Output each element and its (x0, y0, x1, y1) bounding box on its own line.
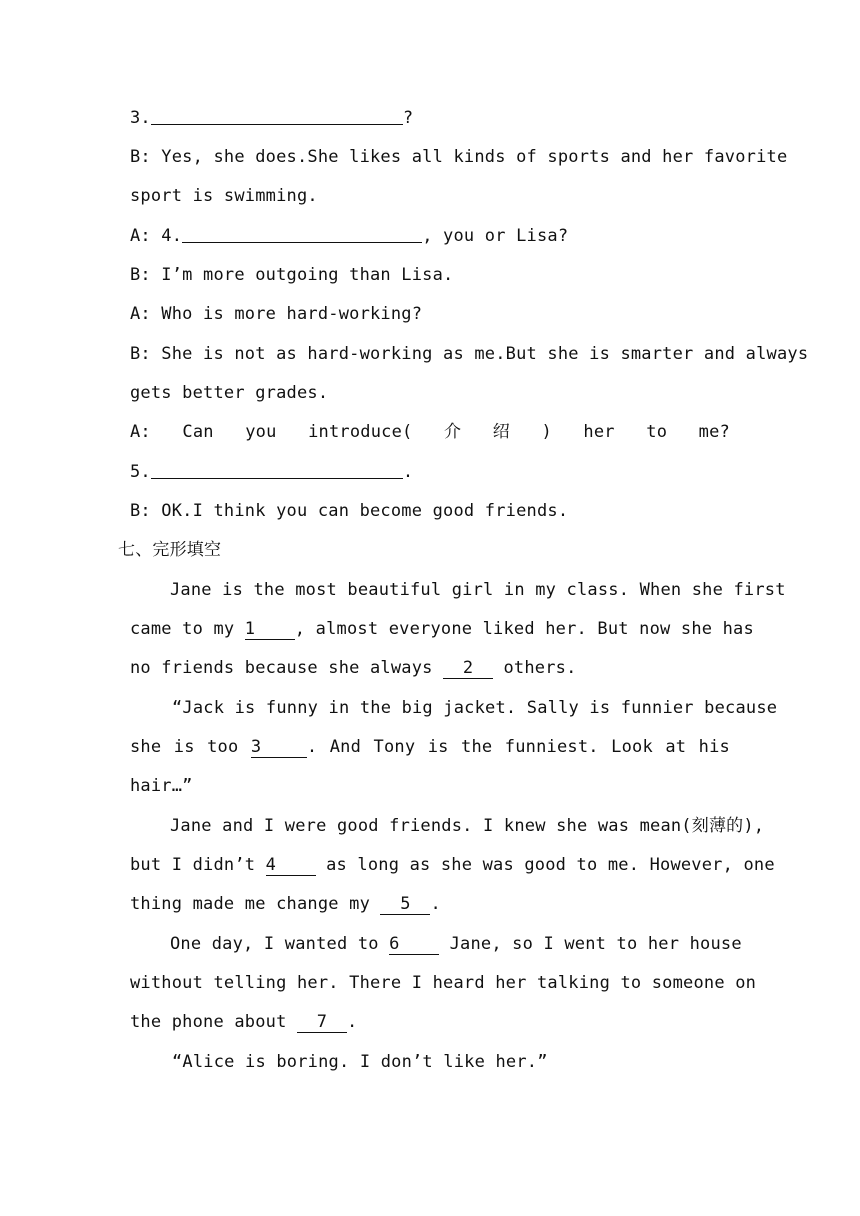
passage-p4-line1 (170, 932, 742, 956)
text-segment: . (430, 894, 441, 914)
q4-blank (182, 224, 422, 243)
a5-word: her (583, 422, 615, 442)
passage-p3-line2 (130, 853, 775, 877)
q5-blank (151, 460, 403, 479)
text-segment: . And Tony is the funniest. Look at his (306, 737, 730, 757)
q5-prefix: 5. (130, 462, 151, 482)
dialog-line-a5 (130, 420, 730, 444)
passage-p2-line2 (130, 735, 730, 759)
a5-word: ) (541, 422, 552, 442)
dialog-line-b2: B: I’m more outgoing than Lisa. (130, 265, 454, 285)
a5-word: me? (698, 422, 730, 442)
passage-p3-line3 (130, 892, 730, 916)
text-segment: thing made me change my (130, 894, 381, 914)
dialog-line-a3: A: Who is more hard-working? (130, 304, 423, 324)
passage-p1-line2 (130, 617, 754, 641)
dialog-line-b3-cont: gets better grades. (130, 383, 329, 403)
dialog-line-b3: B: She is not as hard-working as me.But she is smarter and always (130, 344, 809, 364)
text-segment: the phone about (130, 1012, 297, 1032)
a5-word: A: (130, 422, 151, 442)
text-segment: as long as she was good to me. However, one (315, 855, 775, 875)
a5-word: you (245, 422, 277, 442)
passage-p4-line3 (130, 1010, 730, 1034)
cloze-blank-3: 3 (251, 737, 307, 758)
a5-word: introduce( (308, 422, 413, 442)
dialog-line-b1: B: Yes, she does.She likes all kinds of sports and her favorite (130, 147, 788, 167)
text-segment: Jane, so I went to her house (439, 934, 742, 954)
text-segment: came to my (130, 619, 245, 639)
passage-p1-line3 (130, 656, 730, 680)
text-segment: she is too (130, 737, 251, 757)
dialog-line-q5 (130, 460, 730, 484)
q4-suffix: , you or Lisa? (422, 226, 569, 246)
passage-p2-line1: “Jack is funny in the big jacket. Sally is funnier because (172, 698, 778, 718)
cloze-blank-5: 5 (380, 894, 430, 915)
passage-p2-line3: hair…” (130, 776, 193, 796)
passage-p4-line2: without telling her. There I heard her talking to someone on (130, 973, 757, 993)
dialog-line-q4 (130, 224, 730, 248)
text-segment: . (346, 1012, 358, 1032)
dialog-line-q3 (130, 106, 730, 130)
passage-p3-line1: Jane and I were good friends. I knew she was mean(刻薄的), (170, 816, 765, 836)
dialog-line-b5: B: OK.I think you can become good friends. (130, 501, 569, 521)
text-segment: , almost everyone liked her. But now she has (294, 619, 754, 639)
a5-word: 绍 (492, 422, 510, 442)
text-segment: others. (493, 658, 577, 678)
cloze-blank-7: 7 (297, 1012, 347, 1033)
text-segment: no friends because she always (130, 658, 444, 678)
text-segment: but I didn’t (130, 855, 266, 875)
q3-blank (151, 106, 403, 125)
q5-suffix: . (402, 462, 414, 482)
q3-prefix: 3. (130, 108, 151, 128)
cloze-blank-4: 4 (266, 855, 316, 876)
cloze-blank-2: 2 (443, 658, 493, 679)
dialog-line-b1-cont: sport is swimming. (130, 186, 318, 206)
text-segment: One day, I wanted to (170, 934, 390, 954)
q4-prefix: A: 4. (130, 226, 183, 246)
cloze-blank-1: 1 (245, 619, 295, 640)
passage-p5-line1: “Alice is boring. I don’t like her.” (172, 1052, 548, 1072)
a5-word: 介 (443, 422, 462, 442)
passage-p1-line1: Jane is the most beautiful girl in my class. When she first (170, 580, 786, 600)
a5-word: Can (182, 422, 214, 442)
section-title: 七、完形填空 (118, 540, 222, 560)
q3-suffix: ? (402, 108, 414, 128)
a5-word: to (646, 422, 668, 442)
cloze-blank-6: 6 (389, 934, 439, 955)
